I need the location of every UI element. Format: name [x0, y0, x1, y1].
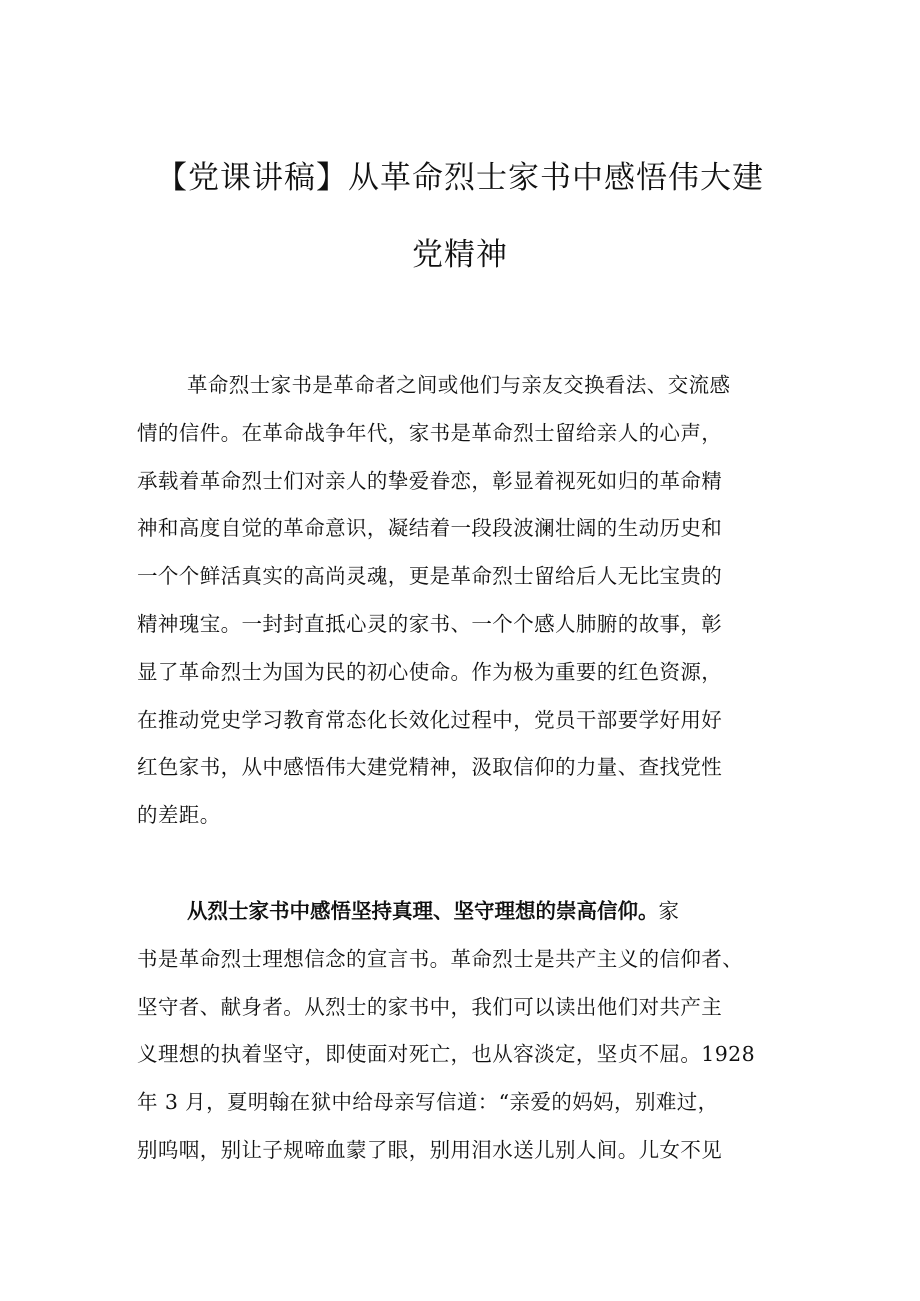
text-line: 承载着革命烈士们对亲人的挚爱眷恋，彰显着视死如归的革命精: [137, 468, 723, 493]
section-lead-sentence: 从烈士家书中感悟坚持真理、坚守理想的崇高信仰。: [187, 899, 659, 923]
paragraph-section-one: [137, 888, 797, 1175]
text-line: 年 3 月，夏明翰在狱中给母亲写信道：“亲爱的妈妈，别难过，: [137, 1090, 719, 1115]
text-line: 在推动党史学习教育常态化长效化过程中，党员干部要学好用好: [137, 707, 723, 732]
text-line: 一个个鲜活真实的高尚灵魂，更是革命烈士留给后人无比宝贵的: [137, 564, 723, 589]
text-line: 神和高度自觉的革命意识，凝结着一段段波澜壮阔的生动历史和: [137, 516, 723, 541]
text-line: 红色家书，从中感悟伟大建党精神，汲取信仰的力量、查找党性: [137, 755, 723, 780]
text-line: 精神瑰宝。一封封直抵心灵的家书、一个个感人肺腑的故事，彰: [137, 611, 723, 636]
text-line: 的差距。: [137, 803, 221, 828]
text-line: 书是革命烈士理想信念的宣言书。革命烈士是共产主义的信仰者、: [137, 946, 744, 971]
text-line: 情的信件。在革命战争年代，家书是革命烈士留给亲人的心声，: [137, 420, 723, 445]
section-heading-line: [137, 888, 797, 936]
section-lead-tail: 家: [658, 899, 680, 923]
text-line: 别呜咽，别让子规啼血蒙了眼，别用泪水送儿别人间。儿女不见: [137, 1137, 723, 1162]
text-line: 革命烈士家书是革命者之间或他们与亲友交换看法、交流感: [187, 373, 731, 397]
text-line: 义理想的执着坚守，即使面对死亡，也从容淡定，坚贞不屈。1928: [137, 1042, 756, 1067]
document-title-line-2: 党精神: [412, 237, 508, 273]
document-title-line-1: 【党课讲稿】从革命烈士家书中感悟伟大建: [156, 160, 764, 196]
text-line: 坚守者、献身者。从烈士的家书中，我们可以读出他们对共产主: [137, 994, 723, 1019]
paragraph-introduction: [137, 362, 797, 840]
text-line: 显了革命烈士为国为民的初心使命。作为极为重要的红色资源，: [137, 659, 723, 684]
